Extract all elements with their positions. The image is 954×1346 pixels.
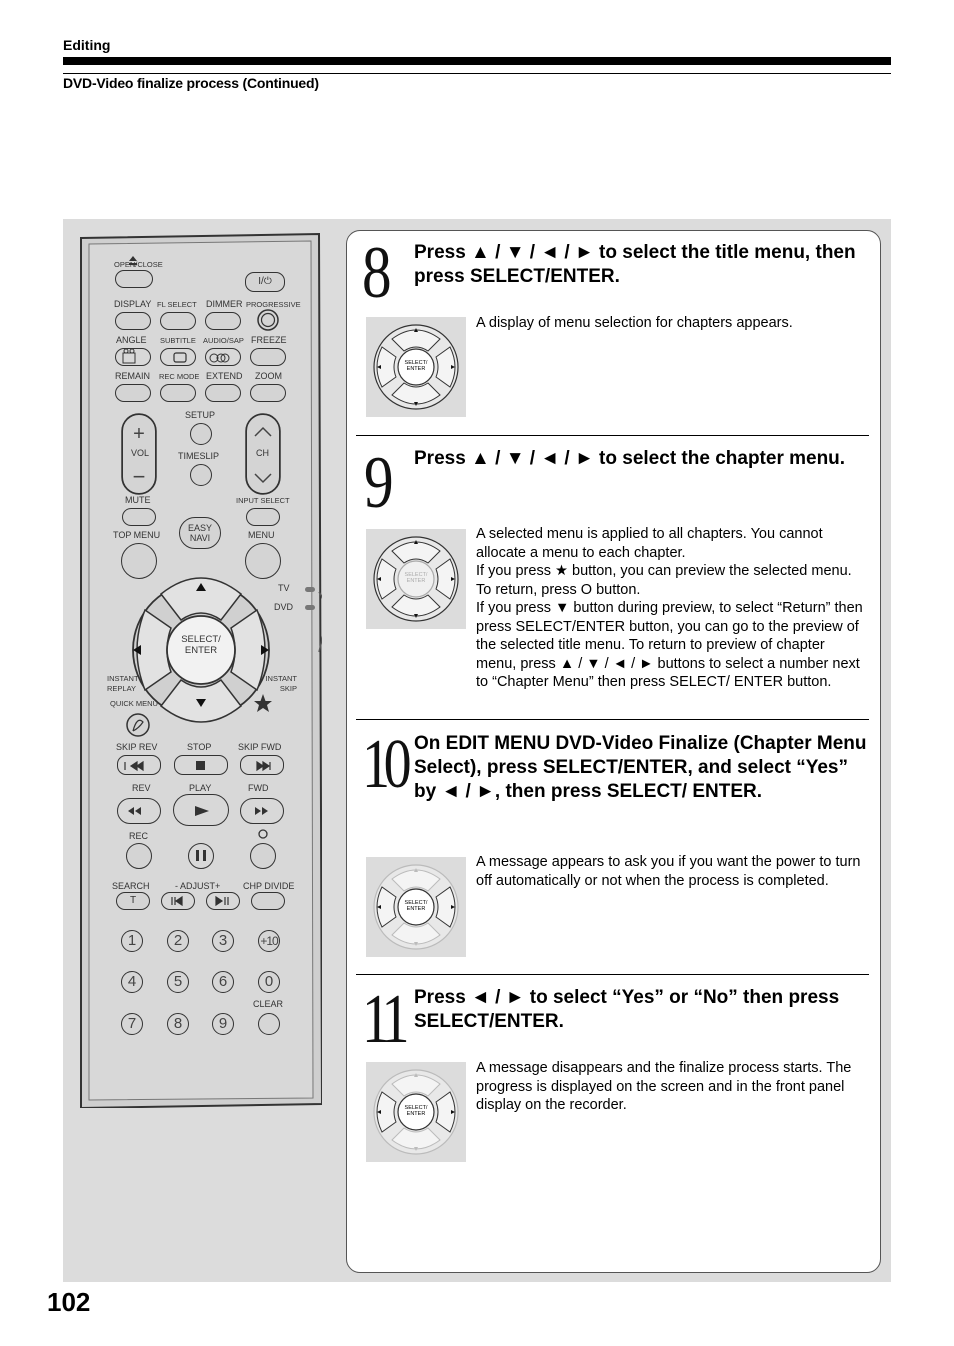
adjust-plus-button[interactable] xyxy=(206,892,240,910)
select-enter-button[interactable]: SELECT/ ENTER xyxy=(181,634,221,656)
subtitle-button[interactable] xyxy=(160,348,196,366)
fl-select-label: FL SELECT xyxy=(157,300,197,309)
step-11-number: 11 xyxy=(362,981,404,1058)
easy-navi-button[interactable]: EASY NAVI xyxy=(179,517,221,549)
step-10-heading: On EDIT MENU DVD-Video Finalize (Chapter Menu Select), press SELECT/ENTER, and select “Yes” by ◄ / ►, then press SELECT/ ENTER. xyxy=(414,733,867,802)
timeslip-button[interactable] xyxy=(190,464,212,486)
separator-2 xyxy=(356,719,869,720)
number-key-plus10[interactable]: +10 xyxy=(258,930,280,952)
play-button[interactable] xyxy=(173,794,229,826)
step-11-pad-label: SELECT/ ENTER xyxy=(404,1105,428,1117)
zoom-button[interactable] xyxy=(250,384,286,402)
step-10-pad-label: SELECT/ ENTER xyxy=(404,900,428,912)
setup-button[interactable] xyxy=(190,423,212,445)
progressive-label: PROGRESSIVE xyxy=(246,300,301,309)
record-dot-button[interactable] xyxy=(250,843,276,869)
section-title: Editing xyxy=(63,37,111,53)
number-key-9[interactable]: 9 xyxy=(212,1013,234,1035)
subtitle-label: SUBTITLE xyxy=(160,336,196,345)
number-key-4[interactable]: 4 xyxy=(121,971,143,993)
step-11-heading: Press ◄ / ► to select “Yes” or “No” then press SELECT/ENTER. xyxy=(414,987,840,1032)
adjust-minus-button[interactable] xyxy=(161,892,195,910)
remain-button[interactable] xyxy=(115,384,151,402)
channel-rocker[interactable] xyxy=(246,414,280,494)
quick-menu-label: QUICK MENU xyxy=(110,699,158,708)
audio-sap-button[interactable] xyxy=(205,348,241,366)
step-9-dpad-illustration xyxy=(366,529,466,629)
page-subtitle: DVD-Video finalize process (Continued) xyxy=(63,75,319,91)
step-8-heading: Press ▲ / ▼ / ◄ / ► to select the title menu, then press SELECT/ENTER. xyxy=(414,242,856,287)
step-9-number: 9 xyxy=(364,442,388,524)
menu-button[interactable] xyxy=(245,543,281,579)
display-label: DISPLAY xyxy=(114,299,152,309)
chp-divide-button[interactable] xyxy=(251,892,285,910)
rec-mode-label: REC MODE xyxy=(159,372,200,381)
angle-button[interactable] xyxy=(115,348,151,366)
power-button[interactable]: I/⏻ xyxy=(245,272,285,292)
volume-rocker[interactable] xyxy=(122,414,156,494)
top-menu-button[interactable] xyxy=(121,543,157,579)
step-9-pad-label: SELECT/ ENTER xyxy=(404,572,428,584)
number-key-8[interactable]: 8 xyxy=(167,1013,189,1035)
rev-label: REV xyxy=(132,783,151,793)
play-label: PLAY xyxy=(189,783,212,793)
freeze-button[interactable] xyxy=(250,348,286,366)
mute-button[interactable] xyxy=(122,508,156,526)
dvd-label: DVD xyxy=(274,602,294,612)
dimmer-label: DIMMER xyxy=(206,299,243,309)
tv-label: TV xyxy=(278,583,290,593)
separator-1 xyxy=(356,435,869,436)
number-key-2[interactable]: 2 xyxy=(167,930,189,952)
rev-button[interactable] xyxy=(117,798,161,824)
rec-label: REC xyxy=(129,831,149,841)
fl-select-button[interactable] xyxy=(160,312,196,330)
input-select-label: INPUT SELECT xyxy=(236,496,290,505)
search-label: SEARCH xyxy=(112,881,150,891)
freeze-label: FREEZE xyxy=(251,335,287,345)
remain-label: REMAIN xyxy=(115,371,151,381)
adjust-label: - ADJUST+ xyxy=(175,881,221,891)
svg-text:−: − xyxy=(132,464,146,489)
step-8-number: 8 xyxy=(362,232,386,314)
fwd-label: FWD xyxy=(248,783,269,793)
mute-label: MUTE xyxy=(125,495,151,505)
open-close-button[interactable] xyxy=(115,270,153,288)
header-rule-thick xyxy=(63,57,891,65)
menu-label: MENU xyxy=(248,530,275,540)
clear-label: CLEAR xyxy=(253,999,284,1009)
chp-divide-label: CHP DIVIDE xyxy=(243,881,295,891)
number-key-3[interactable]: 3 xyxy=(212,930,234,952)
step-10-dpad-illustration xyxy=(366,857,466,957)
number-key-6[interactable]: 6 xyxy=(212,971,234,993)
remote-control xyxy=(79,232,322,1108)
separator-3 xyxy=(356,974,869,975)
instant-skip-label: INSTANT SKIP xyxy=(265,674,297,693)
number-key-5[interactable]: 5 xyxy=(167,971,189,993)
svg-text:+: + xyxy=(133,423,145,445)
header-rule-thin xyxy=(63,73,891,74)
audio-sap-label: AUDIO/SAP xyxy=(203,336,244,345)
page-number: 102 xyxy=(47,1287,91,1317)
skip-fwd-button[interactable] xyxy=(240,755,284,775)
open-close-label: OPEN/CLOSE xyxy=(114,260,163,269)
number-key-1[interactable]: 1 xyxy=(121,930,143,952)
pause-button[interactable] xyxy=(188,843,214,869)
search-t-button[interactable]: T xyxy=(116,892,150,910)
fwd-button[interactable] xyxy=(240,798,284,824)
number-key-7[interactable]: 7 xyxy=(121,1013,143,1035)
input-select-button[interactable] xyxy=(246,508,280,526)
zoom-label: ZOOM xyxy=(255,371,282,381)
step-10-number: 10 xyxy=(362,726,406,803)
step-11-body: A message disappears and the finalize process starts. The progress is displayed on the screen and in the front panel display on the recorder. xyxy=(476,1060,852,1113)
extend-button[interactable] xyxy=(205,384,241,402)
setup-label: SETUP xyxy=(185,410,216,420)
remote-body-icon xyxy=(79,232,322,1108)
skip-fwd-label: SKIP FWD xyxy=(238,742,282,752)
instant-replay-label: INSTANT REPLAY xyxy=(107,674,139,693)
vol-label: VOL xyxy=(131,448,150,458)
step-10-body: A message appears to ask you if you want the power to turn off automatically or not when the process is completed. xyxy=(476,854,861,889)
rec-button[interactable] xyxy=(126,843,152,869)
skip-rev-label: SKIP REV xyxy=(116,742,158,752)
rec-mode-button[interactable] xyxy=(160,384,196,402)
extend-label: EXTEND xyxy=(206,371,243,381)
timeslip-label: TIMESLIP xyxy=(178,451,220,461)
step-9-body: A selected menu is applied to all chapters. You cannot allocate a menu to each chapter. If you press ★ button, you can preview the selected menu. To return, press O button. If you press ▼ button during preview, to select “Return” then press SELECT/ENTER button, you can go to the preview of the selected title menu. To return to preview of chapter menu, press ▲ / ▼ / ◄ / ► buttons to select a number next to “Chapter Menu” then press SELECT/ ENTER button. xyxy=(476,526,863,690)
ch-label: CH xyxy=(256,448,269,458)
clear-button[interactable] xyxy=(258,1013,280,1035)
stop-button[interactable] xyxy=(174,755,228,775)
step-8-body: A display of menu selection for chapters appears. xyxy=(476,315,793,331)
step-9-heading: Press ▲ / ▼ / ◄ / ► to select the chapter menu. xyxy=(414,448,846,469)
top-menu-label: TOP MENU xyxy=(113,530,161,540)
dimmer-button[interactable] xyxy=(205,312,241,330)
stop-label: STOP xyxy=(187,742,212,752)
angle-label: ANGLE xyxy=(116,335,147,345)
display-button[interactable] xyxy=(115,312,151,330)
step-8-pad-label: SELECT/ ENTER xyxy=(404,360,428,372)
skip-rev-button[interactable] xyxy=(117,755,161,775)
number-key-0[interactable]: 0 xyxy=(258,971,280,993)
step-8-dpad-illustration xyxy=(366,317,466,417)
step-11-dpad-illustration xyxy=(366,1062,466,1162)
